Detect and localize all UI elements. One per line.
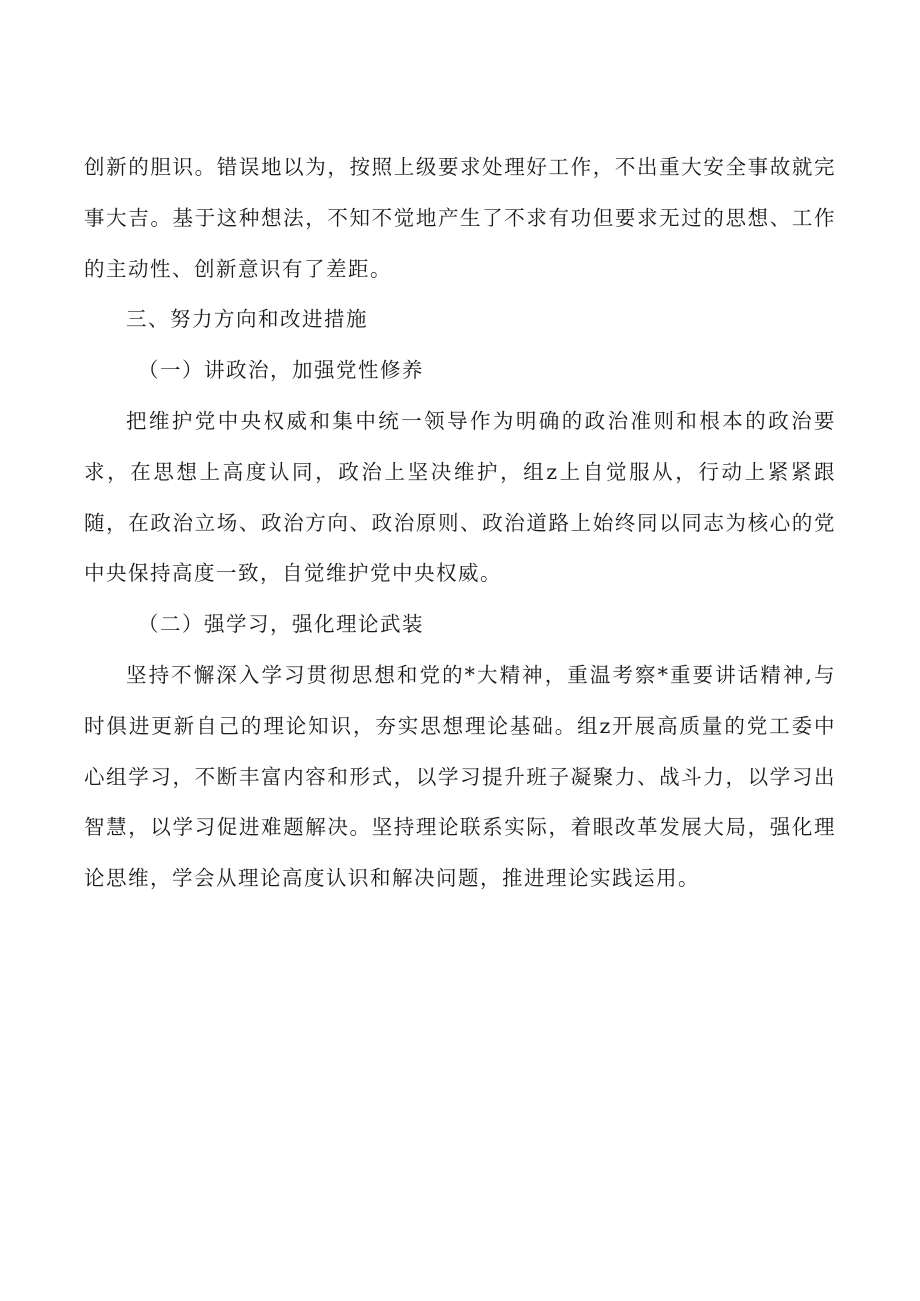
paragraph-continuation: 创新的胆识。错误地以为，按照上级要求处理好工作，不出重大安全事故就完事大吉。基于这种想法，不知不觉地产生了不求有功但要求无过的思想、工作的主动性、创新意识有了差距。	[84, 155, 836, 281]
paragraph-study: 坚持不懈深入学习贯彻思想和党的*大精神，重温考察*重要讲话精神,与时俱进更新自己的理论知识，夯实思想理论基础。组z开展高质量的党工委中心组学习，不断丰富内容和形式，以学习提升班子凝聚力、战斗力，以学习出智慧，以学习促进难题解决。坚持理论联系实际，着眼改革发展大局，强化理论思维，学会从理论高度认识和解决问题，推进理论实践运用。	[84, 662, 836, 891]
document-body	[84, 142, 836, 904]
subsection-heading-study: （二）强学习，强化理论武装	[138, 612, 424, 637]
section-heading-improvement-measures: 三、努力方向和改进措施	[126, 307, 368, 332]
subsection-heading-politics: （一）讲政治，加强党性修养	[138, 358, 424, 383]
paragraph-politics: 把维护党中央权威和集中统一领导作为明确的政治准则和根本的政治要求，在思想上高度认同，政治上坚决维护，组z上自觉服从，行动上紧紧跟随，在政治立场、政治方向、政治原则、政治道路上始终同以同志为核心的党中央保持高度一致，自觉维护党中央权威。	[84, 408, 836, 586]
